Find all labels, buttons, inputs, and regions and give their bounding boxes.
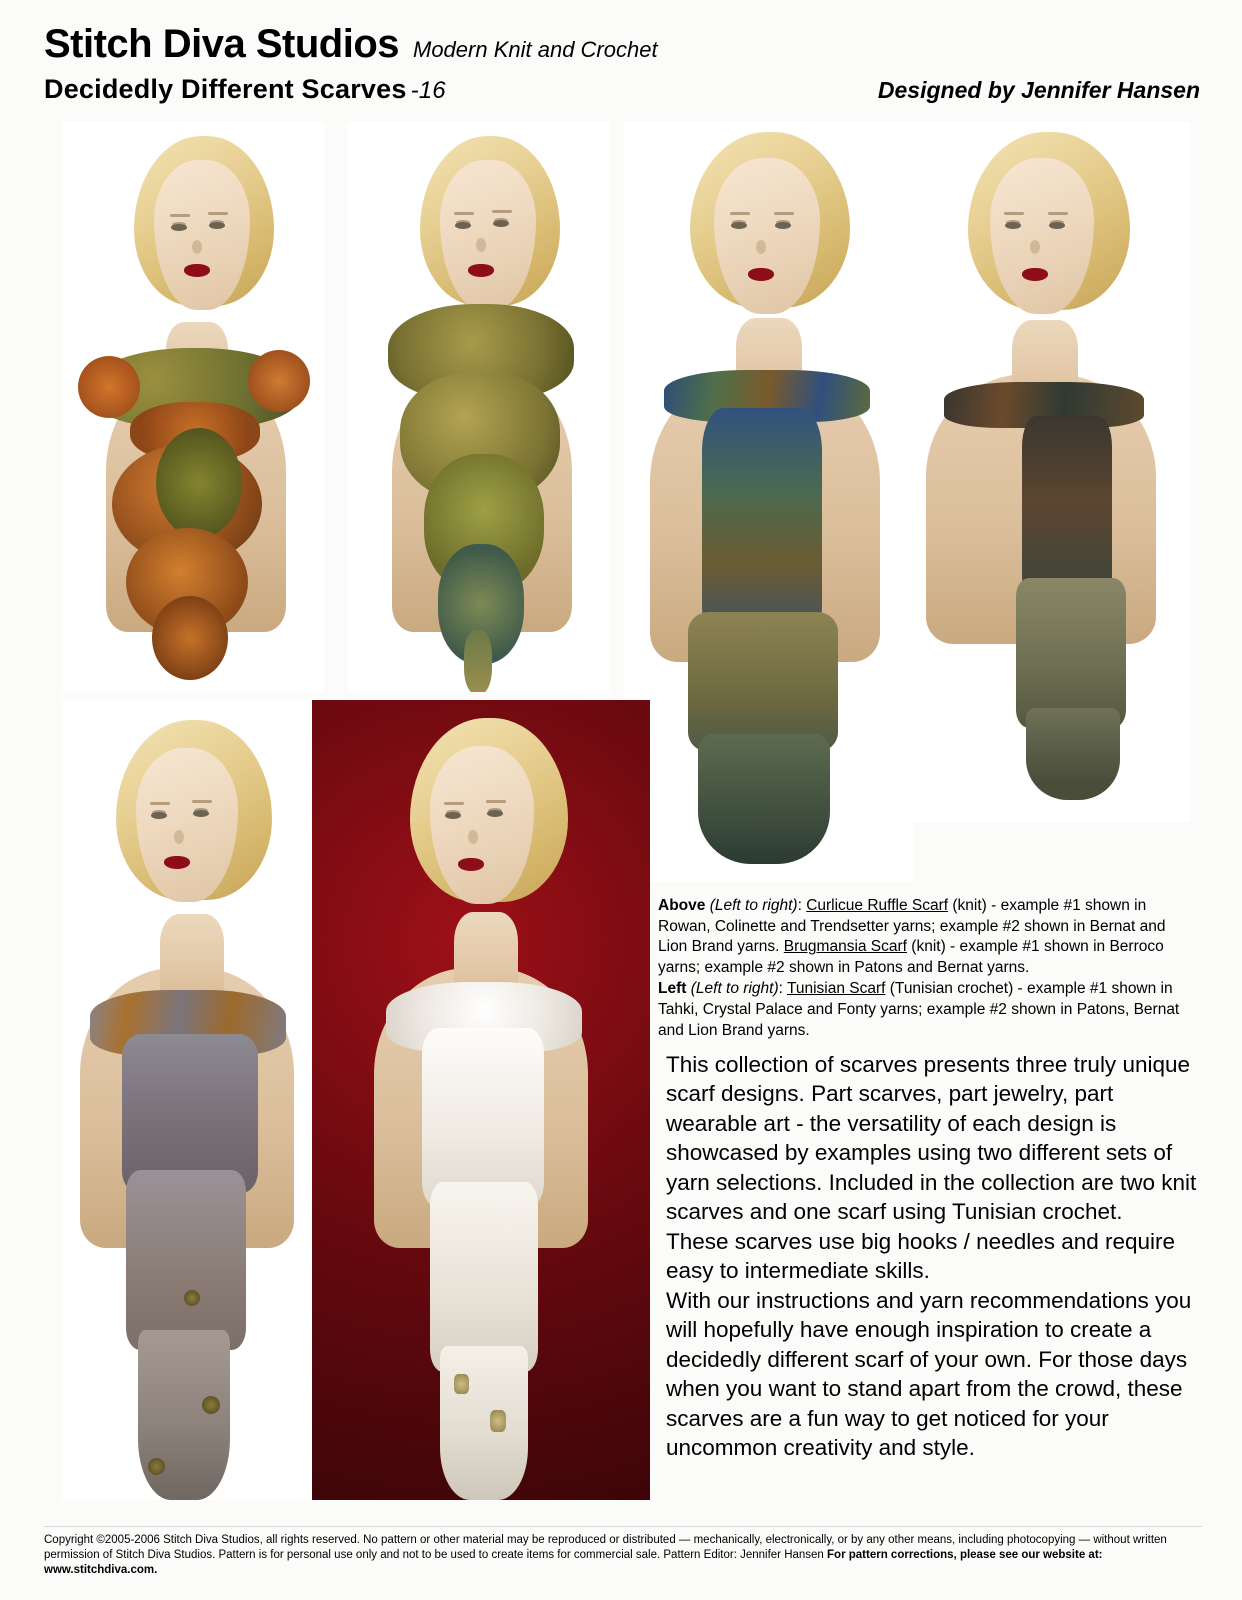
- eye-right: [487, 810, 503, 817]
- face-shape: [430, 746, 534, 904]
- eyebrow-left: [1004, 212, 1024, 215]
- brand-tagline: Modern Knit and Crochet: [413, 37, 658, 62]
- eyebrow-left: [730, 212, 750, 215]
- scarf-tunisian-white: [368, 982, 598, 1500]
- footer-website[interactable]: [44, 1563, 1202, 1578]
- nose-shape: [192, 240, 202, 254]
- scarf-curlicue-ruffle: [72, 338, 316, 690]
- eyebrow-left: [444, 802, 464, 805]
- mannequin-figure: [900, 122, 1190, 822]
- nose-shape: [476, 238, 486, 252]
- mannequin-figure: [62, 122, 324, 692]
- caption-left-order: (Left to right): [690, 980, 779, 998]
- caption-tunisian-name: Tunisian Scarf: [786, 980, 886, 998]
- brand-line: [44, 24, 1204, 64]
- photo-brugmansia-1: [624, 122, 914, 882]
- scarf-curlicue-ruffle-eyelash: [378, 304, 588, 692]
- eye-left: [171, 224, 187, 231]
- eyebrow-right: [192, 800, 212, 803]
- head: [114, 720, 280, 942]
- mannequin-figure: [62, 700, 312, 1500]
- eye-right: [493, 220, 509, 227]
- bead: [148, 1458, 165, 1475]
- eyebrow-right: [208, 212, 228, 215]
- description-paragraph-2: These scarves use big hooks / needles and require easy to intermediate skills.: [666, 1228, 1176, 1284]
- eyebrow-right: [774, 212, 794, 215]
- face-shape: [990, 158, 1094, 314]
- photo-brugmansia-2: [900, 122, 1190, 822]
- lips-shape: [1022, 268, 1048, 281]
- bead: [202, 1396, 220, 1414]
- subtitle-row: [44, 74, 1204, 105]
- page-mark: -16: [410, 77, 446, 104]
- head: [960, 132, 1138, 352]
- nose-shape: [468, 830, 478, 844]
- photo-curlicue-ruffle-1: [62, 122, 324, 692]
- eye-left: [1005, 222, 1021, 229]
- eye-left: [445, 812, 461, 819]
- scarf-brugmansia-blue: [652, 362, 892, 882]
- eye-right: [193, 810, 209, 817]
- mannequin-figure: [348, 122, 610, 692]
- face-shape: [714, 158, 820, 314]
- description-text: [666, 1050, 1202, 1463]
- scarf-tunisian-grey: [80, 990, 296, 1500]
- caption-tunisian-text: (Tunisian crochet) - example #1 shown in Tahki, Crystal Palace and Fonty yarns; example #2 shown in Patons, Bernat and Lion Brand yarns.: [658, 980, 1180, 1039]
- bead: [490, 1410, 506, 1432]
- lips-shape: [748, 268, 774, 281]
- footer-line-2: [44, 1548, 1202, 1563]
- eyebrow-left: [150, 802, 170, 805]
- eyebrow-right: [486, 800, 506, 803]
- page-header: [44, 24, 1204, 105]
- eye-right: [775, 222, 791, 229]
- footer-corrections-note: For pattern corrections, please see our website at:: [827, 1549, 1103, 1562]
- mannequin-figure: [312, 700, 650, 1500]
- eye-right: [1049, 222, 1065, 229]
- caption-above-label: Above: [658, 897, 706, 914]
- caption-brugmansia-text: (knit) - example #1 shown in Berroco yarns; example #2 shown in Patons and Bernat yarns.: [658, 938, 1164, 976]
- description-paragraph-3: With our instructions and yarn recommendations you will hopefully have enough inspiration to create a decidedly different scarf of your own. For those days when you want to stand apart from the crowd, these scarves are a fun way to get noticed for your uncommon creativity and style.: [666, 1287, 1192, 1461]
- footer-line-2-text: permission of Stitch Diva Studios. Pattern is for personal use only and not to be used to create items for commercial sale. Pattern Editor: Jennifer Hansen: [44, 1549, 828, 1562]
- photo-captions: [658, 896, 1198, 1042]
- page-title: [44, 74, 446, 105]
- head: [408, 718, 578, 944]
- caption-curlicue-text: (knit) - example #1 shown in Rowan, Colinette and Trendsetter yarns; example #2 shown in Bernat and Lion Brand yarns.: [658, 897, 1166, 956]
- eye-left: [455, 222, 471, 229]
- lips-shape: [164, 856, 190, 869]
- eyebrow-right: [1048, 212, 1068, 215]
- photo-tunisian-1: [62, 700, 312, 1500]
- mannequin-figure: [624, 122, 914, 882]
- face-shape: [136, 748, 238, 902]
- photo-curlicue-ruffle-2: [348, 122, 610, 692]
- nose-shape: [1030, 240, 1040, 254]
- eye-left: [731, 222, 747, 229]
- eyebrow-left: [170, 214, 190, 217]
- designer-credit: Designed by Jennifer Hansen: [877, 77, 1200, 103]
- bead: [184, 1290, 200, 1306]
- brand-title: Stitch Diva Studios: [44, 22, 399, 66]
- lips-shape: [184, 264, 210, 277]
- eyebrow-left: [454, 212, 474, 215]
- caption-left-label: Left: [658, 980, 687, 998]
- caption-above-order: (Left to right): [709, 897, 798, 914]
- head: [690, 132, 860, 347]
- photo-tunisian-2: [312, 700, 650, 1500]
- footer-line-1: Copyright ©2005-2006 Stitch Diva Studios, all rights reserved. No pattern or other material may be reproduced or distributed — mechanically, electronically, or by any other means, including photocopying — without written: [44, 1534, 1167, 1546]
- description-paragraph-1: This collection of scarves presents three truly unique scarf designs. Part scarves, part jewelry, part wearable art - the versatility of each design is showcased by examples using two different sets of yarn selections. Included in the collection are two knit scarves and one scarf using Tunisian crochet.: [666, 1052, 1197, 1225]
- caption-brugmansia-name: Brugmansia Scarf: [783, 938, 907, 956]
- head: [128, 136, 278, 346]
- bead: [454, 1374, 469, 1394]
- nose-shape: [174, 830, 184, 844]
- lips-shape: [468, 264, 494, 277]
- face-shape: [154, 160, 250, 310]
- eye-left: [151, 812, 167, 819]
- eye-right: [209, 222, 225, 229]
- caption-above: Above (Left to right): Curlicue Ruffle Scarf (knit) - example #1 shown in Rowan, Colinette and Trendsetter yarns; example #2 shown in Bernat and Lion Brand yarns. Brugmansia Scarf (knit) - example #1 shown in Berroco yarns; example #2 shown in Patons and Bernat yarns.: [658, 897, 1166, 976]
- caption-curlicue-name: Curlicue Ruffle Scarf: [806, 897, 949, 914]
- face-shape: [440, 160, 536, 310]
- page-title-text: Decidedly Different Scarves: [44, 74, 407, 104]
- scarf-brugmansia-dark: [934, 372, 1164, 812]
- lips-shape: [458, 858, 484, 871]
- caption-left: Left (Left to right): Tunisian Scarf (Tunisian crochet) - example #1 shown in Tahki, Crystal Palace and Fonty yarns; example #2 shown in Patons, Bernat and Lion Brand yarns.: [658, 980, 1180, 1039]
- footer-copyright: [44, 1526, 1202, 1579]
- footer-website-text: www.stitchdiva.com.: [44, 1564, 158, 1577]
- eyebrow-right: [492, 210, 512, 213]
- nose-shape: [756, 240, 766, 254]
